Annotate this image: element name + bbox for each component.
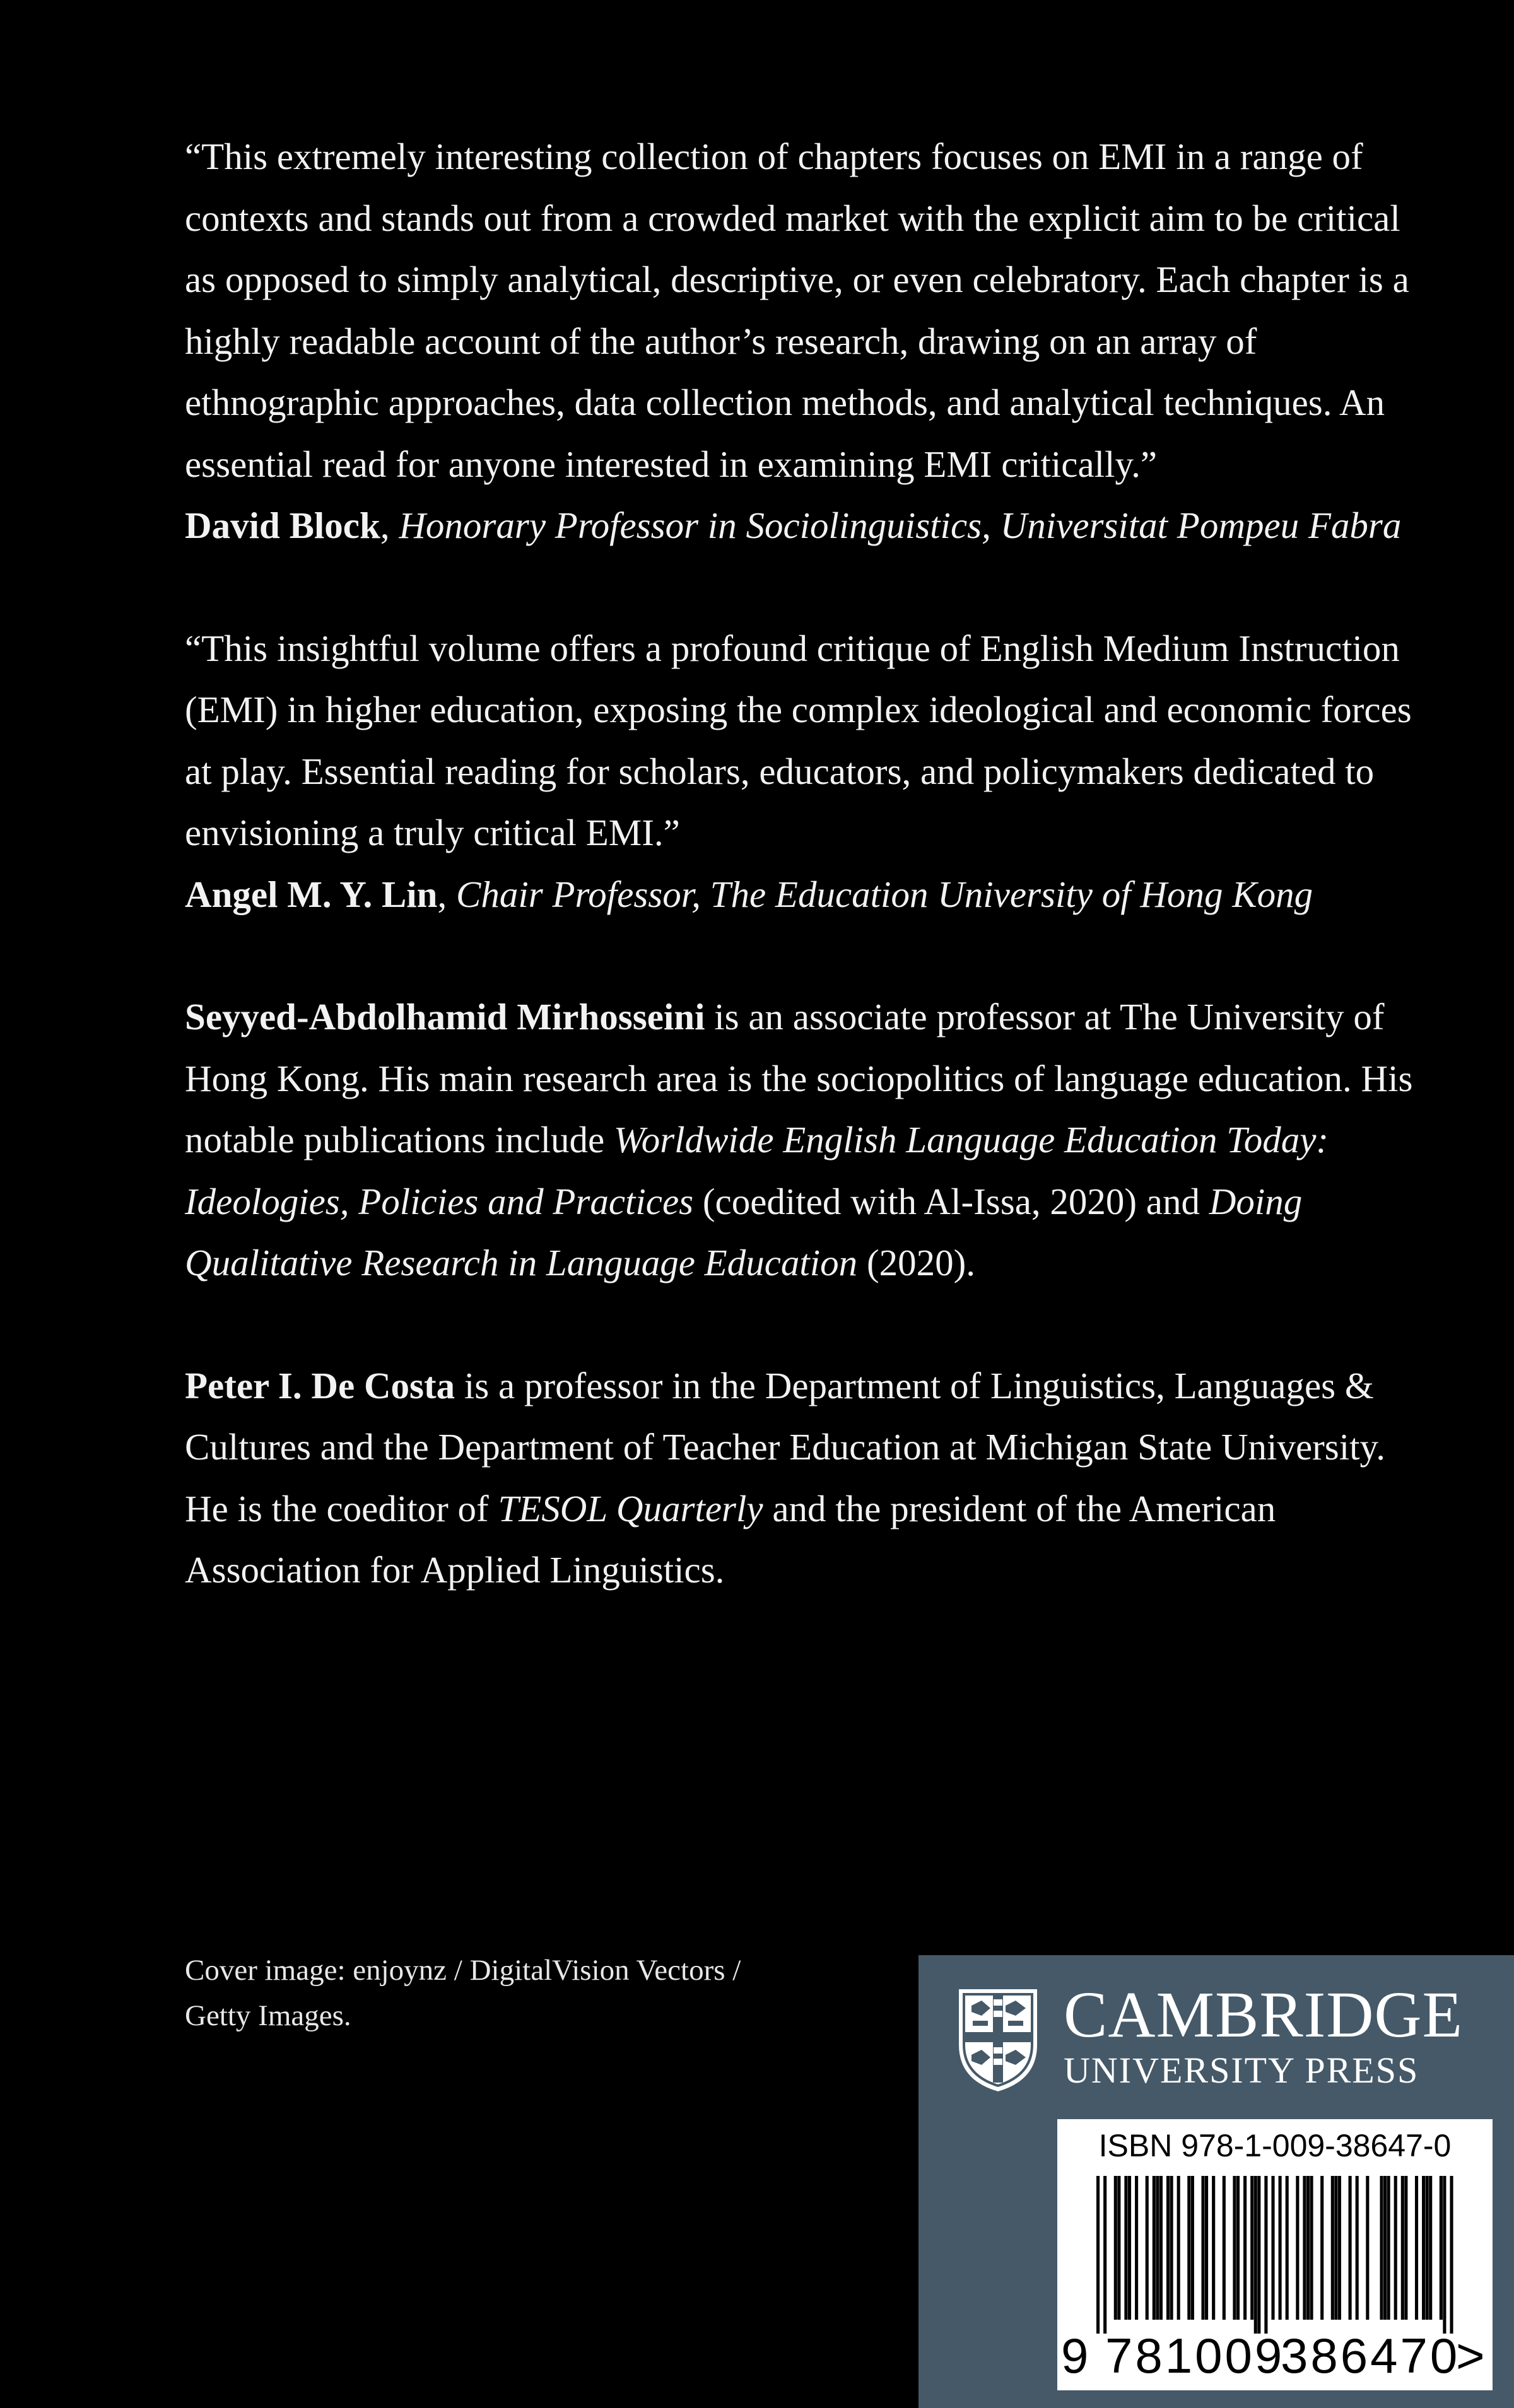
barcode-bar — [1401, 2176, 1404, 2320]
barcode-bar — [1303, 2176, 1306, 2320]
editor-name: Peter I. De Costa — [185, 1364, 455, 1406]
barcode-right-digits: 386470 — [1281, 2328, 1460, 2383]
bio-text: (2020). — [857, 1242, 975, 1283]
publisher-logo — [956, 1978, 1486, 2108]
editor-bio-2 — [185, 1355, 1421, 1601]
barcode-bar — [1422, 2176, 1425, 2320]
barcode-bars — [1096, 2176, 1453, 2334]
barcode-bar — [1114, 2176, 1117, 2320]
barcode-bar — [1233, 2176, 1236, 2320]
barcode-bar — [1096, 2176, 1100, 2334]
barcode-bar — [1356, 2176, 1359, 2320]
barcode-bar — [1380, 2176, 1383, 2320]
barcode-bar — [1170, 2176, 1173, 2320]
barcode-bar — [1320, 2176, 1323, 2320]
bio-text: is an associate professor at The University of Hong Kong. His main research area is the sociopolitics of language education. His notable publications include — [185, 996, 1413, 1160]
barcode-bar — [1156, 2176, 1159, 2320]
endorsement-block-1 — [185, 126, 1421, 557]
barcode-left-digits: 781009 — [1105, 2328, 1285, 2383]
cambridge-crest-icon — [956, 1987, 1040, 2094]
barcode-bar — [1296, 2176, 1299, 2320]
barcode-bar — [1135, 2176, 1138, 2320]
barcode-bar — [1383, 2176, 1387, 2320]
barcode-digits — [1057, 2327, 1493, 2384]
bio-text: (coedited with Al-Issa, 2020) and — [693, 1180, 1209, 1222]
barcode-bar — [1429, 2176, 1432, 2320]
barcode-bar — [1166, 2176, 1170, 2320]
barcode-bar — [1440, 2176, 1443, 2320]
editor-name: Seyyed-Abdolhamid Mirhosseini — [185, 996, 705, 1037]
barcode-bar — [1257, 2176, 1260, 2334]
barcode-bar — [1338, 2176, 1341, 2320]
barcode-bar — [1250, 2176, 1253, 2320]
isbn-label: ISBN 978-1-009-38647-0 — [1098, 2128, 1452, 2163]
endorsement-quote: “This insightful volume offers a profound critique of English Medium Instruction (EMI) in higher education, exposing the complex ideological and economic forces at play. Essential reading for scholars, educators, and policymakers dedicated to envisioning a truly critical EMI.” — [185, 627, 1412, 853]
credit-line: Getty Images. — [185, 1999, 351, 2032]
barcode-bar — [1191, 2176, 1194, 2320]
barcode-bar — [1236, 2176, 1240, 2320]
endorser-role: Honorary Professor in Sociolinguistics, Universitat Pompeu Fabra — [399, 505, 1402, 546]
barcode-bar — [1279, 2176, 1282, 2320]
barcode-bar — [1286, 2176, 1289, 2320]
barcode-quiet-zone-mark: > — [1456, 2328, 1485, 2383]
barcode-bar — [1426, 2176, 1429, 2320]
endorser-name: David Block — [185, 505, 380, 546]
barcode-bar — [1404, 2176, 1407, 2320]
barcode-bar — [1394, 2176, 1397, 2320]
barcode-bar — [1306, 2176, 1310, 2320]
endorser-role: Chair Professor, The Education University of Hong Kong — [456, 873, 1313, 915]
back-cover-text — [185, 126, 1421, 1663]
book-title: Worldwide English Language Education Today: Ideologies, Policies and Practices — [185, 1119, 1329, 1222]
journal-title: TESOL Quarterly — [498, 1487, 763, 1529]
barcode-bar — [1310, 2176, 1313, 2320]
attribution-separator: , — [437, 873, 456, 915]
credit-line: Cover image: enjoynz / DigitalVision Vectors / — [185, 1954, 741, 1987]
barcode-bar — [1387, 2176, 1390, 2320]
cover-image-credit — [185, 1948, 879, 2038]
barcode-bar — [1334, 2176, 1337, 2320]
publisher-panel — [918, 1955, 1514, 2408]
barcode-bar — [1187, 2176, 1190, 2320]
barcode-bar — [1177, 2176, 1180, 2320]
barcode-bar — [1153, 2176, 1156, 2320]
attribution-separator: , — [380, 505, 399, 546]
barcode-bar — [1254, 2176, 1257, 2334]
barcode-bar — [1159, 2176, 1163, 2320]
publisher-name — [1064, 1978, 1464, 2093]
editor-bio-1 — [185, 986, 1421, 1294]
endorsement-block-2 — [185, 618, 1421, 926]
barcode-bar — [1146, 2176, 1149, 2320]
barcode-bar — [1415, 2176, 1418, 2320]
publisher-name-line1: CAMBRIDGE — [1064, 1978, 1464, 2051]
barcode-bar — [1103, 2176, 1106, 2334]
barcode-bar — [1271, 2176, 1274, 2320]
bio-text: is a professor in the Department of Linguistics, Languages & Cultures and the Department of Teacher Education at Michigan State University. He is the coeditor of — [185, 1364, 1385, 1529]
barcode-bar — [1223, 2176, 1226, 2320]
publisher-name-line2: UNIVERSITY PRESS — [1064, 2050, 1419, 2091]
endorsement-attribution — [185, 864, 1421, 926]
bio-paragraph — [185, 1355, 1421, 1601]
barcode-bar — [1201, 2176, 1204, 2320]
barcode-bar — [1205, 2176, 1208, 2320]
barcode-bar — [1117, 2176, 1120, 2320]
book-title: Doing Qualitative Research in Language Education — [185, 1180, 1303, 1283]
barcode-bar — [1366, 2176, 1369, 2320]
barcode-bar — [1128, 2176, 1131, 2320]
barcode-bar — [1349, 2176, 1352, 2320]
barcode-lead-digit: 9 — [1061, 2328, 1089, 2383]
barcode-bar — [1443, 2176, 1446, 2334]
endorser-name: Angel M. Y. Lin — [185, 873, 438, 915]
isbn-barcode — [1057, 2119, 1493, 2390]
barcode-bar — [1124, 2176, 1127, 2320]
barcode-bar — [1331, 2176, 1334, 2320]
bio-paragraph — [185, 986, 1421, 1294]
bio-text: and the president of the American Association for Applied Linguistics. — [185, 1487, 1276, 1591]
barcode-bar — [1212, 2176, 1215, 2320]
barcode-bar — [1243, 2176, 1247, 2320]
endorsement-quote: “This extremely interesting collection of chapters focuses on EMI in a range of contexts and stands out from a crowded market with the explicit aim to be critical as opposed to simply analytical, descriptive, or even celebratory. Each chapter is a highly readable account of the author’s research, drawing on an array of ethnographic approaches, data collection methods, and analytical techniques. An essential read for anyone interested in examining EMI critically.” — [185, 136, 1409, 485]
barcode-bar — [1264, 2176, 1267, 2334]
barcode-bar — [1450, 2176, 1453, 2334]
endorsement-attribution — [185, 495, 1421, 557]
